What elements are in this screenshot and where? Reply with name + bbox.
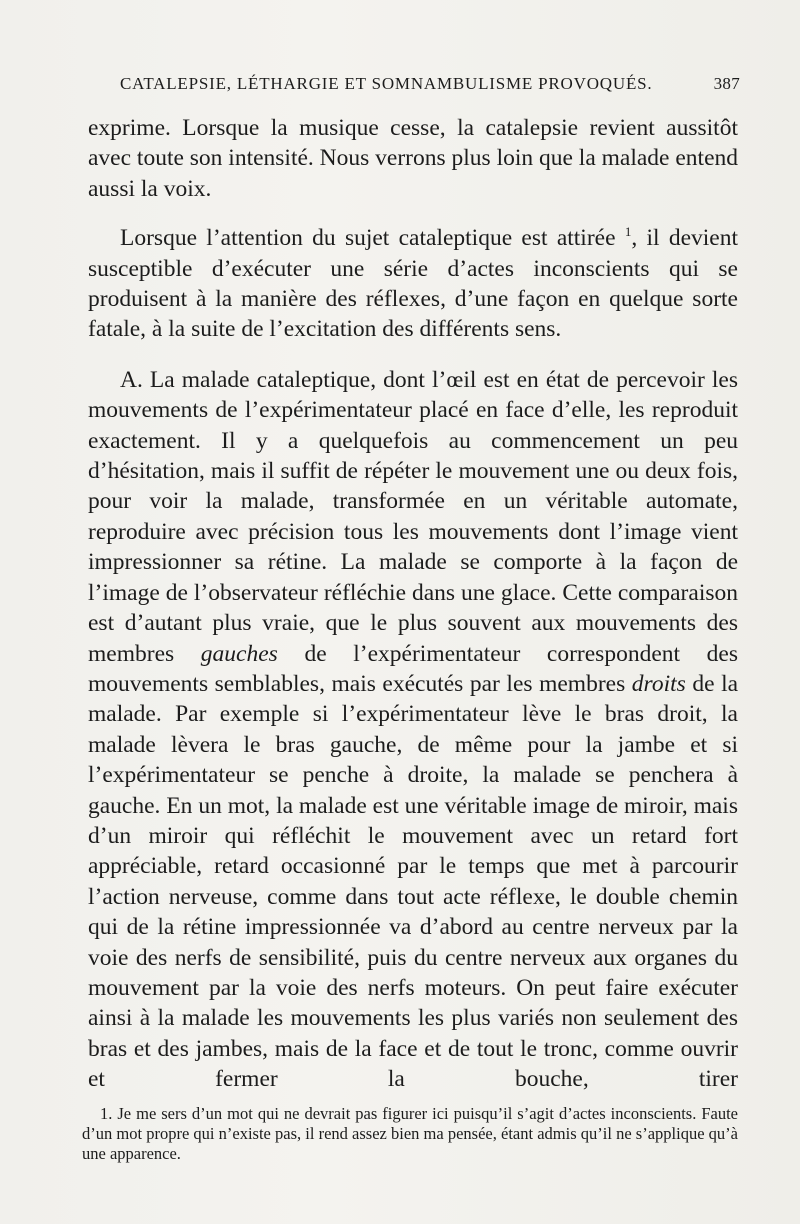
footnote-number: 1.	[100, 1104, 113, 1123]
paragraph-2-end: , il devient susceptible d’exécuter une série d’actes inconscients qui se produisent à la manière des réflexes, d’une façon en quelque sorte fatale, à la suite de l’excitation des différents sens.	[88, 225, 739, 343]
footnote-reference: 1	[624, 224, 632, 240]
paragraph-1: exprime. Lorsque la musique cesse, la catalepsie revient aussitôt avec toute son intensité. Nous verrons plus loin que la malade entend aussi la voix.	[88, 115, 739, 202]
emphasis-gauches: gauches	[200, 640, 278, 667]
running-title: CATALEPSIE, LÉTHARGIE ET SOMNAMBULISME PROVOQUÉS.	[120, 74, 653, 93]
emphasis-droits: droits	[631, 670, 686, 697]
paragraph-2	[88, 217, 738, 345]
paragraph-3-part-c: de la malade. Par exemple si l’expérimentateur lève le bras droit, la malade lèvera le bras gauche, de même pour la jambe et si l’expérimentateur se penche à droite, la malade se penchera à gauche. En un mot, la malade est une véritable image de miroir, mais d’un miroir qui réfléchit le mouvement avec un retard fort appréciable, retard occasionné par le temps que met à parcourir l’action nerveuse, comme dans tout acte réflexe, le double chemin qui de la rétine impressionnée va d’abord au centre nerveux par la voie des nerfs de sensibilité, puis du centre nerveux aux organes du mouvement par la voie des nerfs moteurs. On peut faire exécuter ainsi à la malade les mouvements les plus variés non seulement des bras et des jambes, mais de la face et de tout le tronc, comme ouvrir et fermer la bouche, tirer	[88, 670, 739, 1093]
paragraph-3-part-a: A. La malade cataleptique, dont l’œil est en état de percevoir les mouvements de l’expérimentateur placé en face d’elle, les reproduit exactement. Il y a quelquefois au commencement un peu d’hésitation, mais il suffit de répéter le mouvement une ou deux fois, pour voir la malade, transformée en un véritable automate, reproduire avec précision tous les mouvements dont l’image vient impressionner sa rétine. La malade se comporte à la façon de l’image de l’observateur réfléchie dans une glace. Cette comparaison est d’autant plus vraie, que le plus souvent aux mouvements des membres	[88, 366, 738, 667]
footnote-text	[82, 1104, 738, 1164]
main-text	[88, 113, 738, 1095]
running-header	[120, 74, 740, 94]
paragraph-3	[88, 365, 738, 1095]
paragraph-3-part-b: de l’expérimentateur correspondent des mouvements semblables, mais exécutés par les membres	[88, 640, 738, 697]
footnote-body: Je me sers d’un mot qui ne devrait pas figurer ici puisqu’il s’agit d’actes inconscients. Faute d’un mot propre qui n’existe pas, il rend assez bien ma pensée, étant admis qu’il ne s’applique qu’à une apparence.	[82, 1104, 739, 1163]
page-number: 387	[713, 74, 740, 93]
footnote	[82, 1104, 738, 1164]
paragraph-2-start: Lorsque l’attention du sujet cataleptique est attirée	[120, 225, 616, 252]
